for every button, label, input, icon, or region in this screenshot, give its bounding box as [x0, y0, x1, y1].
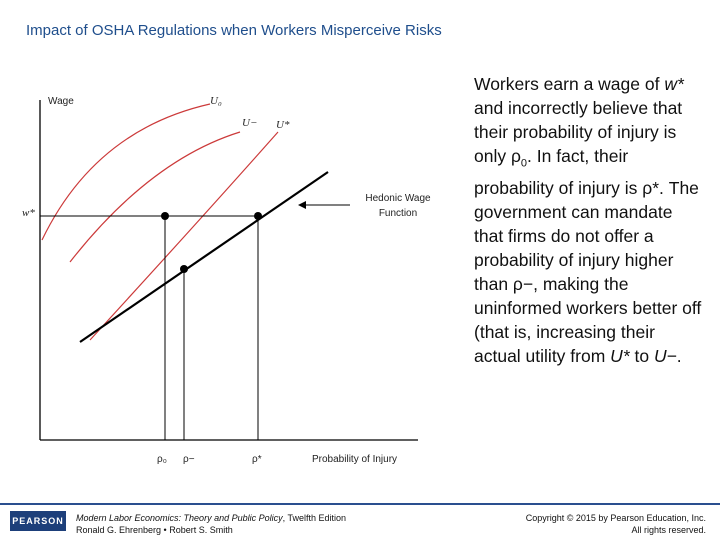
- copyright-line2: All rights reserved.: [631, 525, 706, 535]
- book-edition: , Twelfth Edition: [282, 513, 346, 523]
- footer-divider: [0, 503, 720, 505]
- point-rho-star: [254, 212, 262, 220]
- hedonic-wage-function-line: [80, 172, 328, 342]
- indifference-curve-u0: [42, 104, 210, 240]
- curve-label-u-star: U*: [276, 119, 290, 131]
- slide-title: Impact of OSHA Regulations when Workers Misperceive Risks: [26, 22, 442, 39]
- tick-label-rho0: ρ₀: [157, 454, 167, 465]
- explanation-u-minus: U−: [653, 345, 677, 366]
- explanation-part2: and incorrectly believe that their probability of injury is only ρ: [474, 98, 683, 166]
- pearson-logo-text: PEARSON: [12, 516, 64, 526]
- point-rho-minus: [180, 265, 188, 273]
- explanation-part3: . In fact, their probability of injury is ρ*. The government can mandate that firms do not offer a probability of injury higher than ρ−, making the uninformed workers better off (that is, increasing their actual utility from: [474, 146, 702, 366]
- explanation-part4: to: [629, 345, 654, 366]
- book-title: Modern Labor Economics: Theory and Public Policy: [76, 513, 283, 523]
- curve-label-u0: U₀: [210, 95, 222, 107]
- x-axis-label: Probability of Injury: [312, 454, 398, 465]
- copyright-notice: [526, 512, 706, 536]
- indifference-curve-u-minus: [70, 132, 240, 262]
- curve-label-u-minus: U−: [242, 117, 258, 129]
- explanation-text: [474, 72, 704, 368]
- pearson-logo: [10, 511, 66, 531]
- explanation-u-star: U*: [610, 345, 630, 366]
- tick-label-rho-minus: ρ−: [183, 454, 195, 465]
- point-rho0-wstar: [161, 212, 169, 220]
- hedonic-label-line2: Function: [378, 208, 418, 219]
- y-axis-label: Wage: [48, 96, 74, 107]
- copyright-line1: Copyright © 2015 by Pearson Education, Inc.: [525, 513, 706, 523]
- explanation-part5: .: [676, 345, 682, 366]
- hedonic-label-line1: Hedonic Wage: [365, 193, 431, 204]
- footer-credit: [76, 512, 346, 536]
- explanation-w-star: w*: [664, 74, 684, 94]
- explanation-sub0: 0: [520, 157, 528, 170]
- book-authors: Ronald G. Ehrenberg • Robert S. Smith: [76, 525, 233, 535]
- w-star-label: w*: [22, 207, 35, 219]
- arrowhead-icon: [298, 201, 306, 209]
- tick-label-rho-star: ρ*: [252, 454, 262, 465]
- explanation-part1: Workers earn a wage of: [474, 74, 665, 94]
